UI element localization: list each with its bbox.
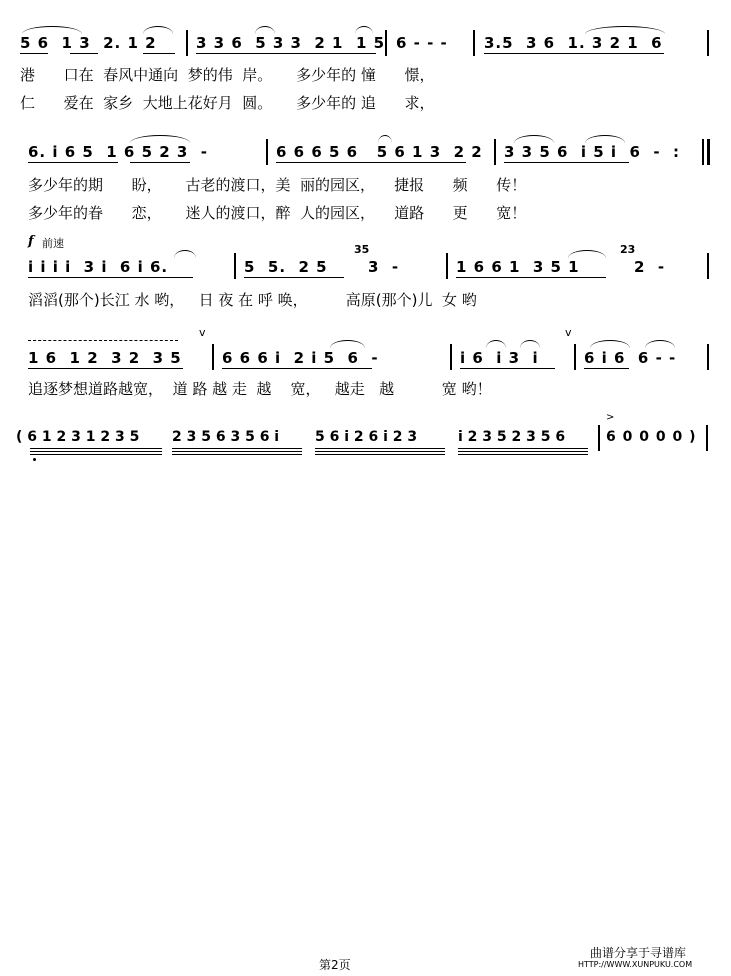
measure-10-notes-end: 2 - <box>634 258 666 276</box>
grace-notes: 35 <box>354 243 370 256</box>
underline <box>460 368 555 369</box>
measure-11-notes: 1 6 1 2 3 2 3 5 <box>28 349 182 367</box>
barline <box>707 30 709 56</box>
underline <box>30 454 162 455</box>
underline <box>172 451 302 452</box>
share-credit: 曲谱分享于寻谱库 <box>590 946 687 960</box>
slur <box>514 135 554 143</box>
underline <box>28 162 118 163</box>
underline <box>70 53 98 54</box>
slur <box>590 340 630 348</box>
breath-mark: v <box>199 326 206 339</box>
underline <box>222 368 372 369</box>
interlude-group-2: 2 3 5 6 3 5 6 i <box>172 429 280 445</box>
slur <box>585 26 665 34</box>
slur <box>520 340 540 348</box>
underline <box>172 454 302 455</box>
lyric-line-2: 多少年的眷 恋， 迷人的渡口，醉 人的园区， 道路 更 宽！ <box>28 204 527 222</box>
underline <box>456 277 606 278</box>
underline <box>28 277 193 278</box>
barline <box>706 425 708 451</box>
underline <box>504 162 629 163</box>
underline <box>484 53 664 54</box>
slur <box>378 135 392 143</box>
low-octave-dot <box>33 458 36 461</box>
slur <box>130 135 190 143</box>
measure-7-notes: 3 3 5 6 i 5 i 6 - : <box>504 143 681 161</box>
underline <box>172 448 302 449</box>
page-number: 第2页 <box>319 958 351 972</box>
underline <box>315 448 445 449</box>
accent-mark: > <box>606 412 615 423</box>
slur <box>355 26 373 34</box>
underline <box>458 448 588 449</box>
tempo-marking: 前速 <box>42 237 64 250</box>
lyric-line-2: 仁 爱在 家乡 大地上花好月 圆。 多少年的 追 求， <box>20 94 435 112</box>
measure-9-notes: 5 5. 2 5 <box>244 258 328 276</box>
underline <box>143 53 175 54</box>
underline <box>130 162 190 163</box>
measure-8-notes: i i i i 3 i 6 i 6. <box>28 258 169 276</box>
lyric-line-1: 滔滔(那个)长江 水 哟， 日 夜 在 呼 唤， 高原(那个)儿 女 哟 <box>28 291 477 309</box>
lyric-line-1: 追逐梦想道路越宽， 道 路 越 走 越 宽， 越走 越 宽 哟！ <box>28 380 492 398</box>
interlude-group-1: ( 6 1 2 3 1 2 3 5 <box>16 429 140 445</box>
barline <box>212 344 214 370</box>
measure-1-notes: 5 6 1 3 2. 1 2 <box>20 34 157 52</box>
slur <box>143 26 173 34</box>
grace-notes: 23 <box>620 243 636 256</box>
barline <box>494 139 496 165</box>
underline <box>276 162 466 163</box>
underline <box>315 451 445 452</box>
measure-14-notes: 6 i 6 6 - - <box>584 349 677 367</box>
interlude-group-3: 5 6 i 2 6 i 2 3 <box>315 429 418 445</box>
measure-2-notes: 3 3 6 5 3 3 2 1 1 5 <box>196 34 386 52</box>
underline <box>30 451 162 452</box>
measure-12-notes: 6 6 6 i 2 i 5 6 - <box>222 349 379 367</box>
slur <box>568 250 606 258</box>
repeat-barline <box>707 139 710 165</box>
barline <box>707 253 709 279</box>
barline <box>234 253 236 279</box>
slur <box>255 26 275 34</box>
underline <box>458 451 588 452</box>
underline <box>244 277 344 278</box>
barline <box>266 139 268 165</box>
underline <box>315 454 445 455</box>
barline <box>473 30 475 56</box>
underline <box>20 53 48 54</box>
measure-9-notes-end: 3 - <box>368 258 400 276</box>
barline <box>598 425 600 451</box>
barline <box>186 30 188 56</box>
measure-3-notes: 6 - - - <box>396 34 448 52</box>
slur <box>585 135 625 143</box>
slur <box>486 340 506 348</box>
measure-6-notes: 6 6 6 5 6 5 6 1 3 2 2 <box>276 143 483 161</box>
repeat-barline <box>702 139 704 165</box>
underline <box>458 454 588 455</box>
barline <box>446 253 448 279</box>
site-url[interactable]: HTTP://WWW.XUNPUKU.COM <box>578 960 693 969</box>
dynamic-marking: f <box>28 234 34 249</box>
slur <box>330 340 365 348</box>
slur <box>645 340 675 348</box>
barline <box>450 344 452 370</box>
slur <box>174 250 196 258</box>
measure-10-notes: 1 6 6 1 3 5 1 <box>456 258 580 276</box>
barline <box>385 30 387 56</box>
measure-4-notes: 3.5 3 6 1. 3 2 1 6 <box>484 34 663 52</box>
interlude-end: 6 0 0 0 0 ) <box>606 429 697 445</box>
dashed-line <box>28 340 178 342</box>
underline <box>30 448 162 449</box>
barline <box>574 344 576 370</box>
measure-13-notes: i 6 i 3 i <box>460 349 539 367</box>
barline <box>707 344 709 370</box>
breath-mark: v <box>565 326 572 339</box>
slur <box>22 26 82 34</box>
measure-5-notes: 6. i 6 5 1 6 5 2 3 - <box>28 143 209 161</box>
lyric-line-1: 港 口在 春风中通向 梦的伟 岸。 多少年的 憧 憬， <box>20 66 435 84</box>
lyric-line-1: 多少年的期 盼， 古老的渡口，美 丽的园区， 捷报 频 传！ <box>28 176 527 194</box>
interlude-group-4: i 2 3 5 2 3 5 6 <box>458 429 566 445</box>
underline <box>28 368 183 369</box>
underline <box>584 368 629 369</box>
underline <box>196 53 376 54</box>
